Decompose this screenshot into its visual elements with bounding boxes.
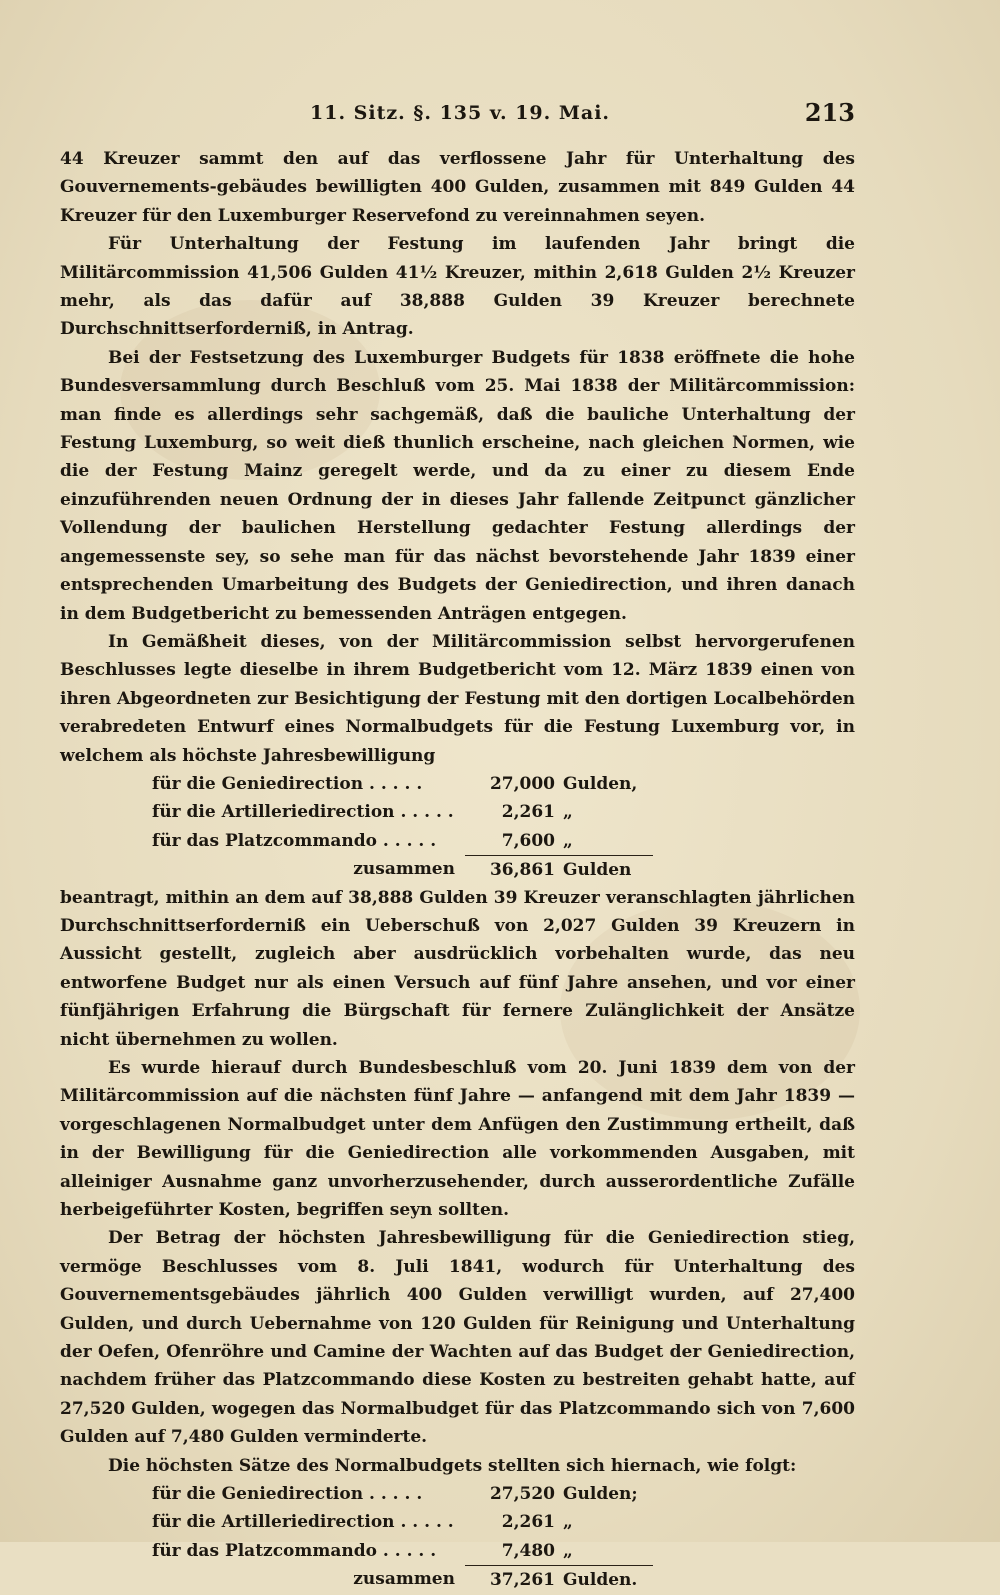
total-label: zusammen: [353, 859, 455, 880]
row-unit: „: [563, 830, 573, 851]
row-label: für die Geniedirection . . . . .: [152, 1484, 423, 1505]
row-amount: 2,261: [501, 802, 555, 823]
paragraph: Für Unterhaltung der Festung im laufenden Jahr bringt die Militärcommission 41,506 Gulden 41½ Kreuzer, mithin 2,618 Gulden 2½ Kreuzer mehr, als das dafür auf 38,888 Gulden 39 Kreuzer berechnete Durchschnittserforderniß, in Antrag.: [60, 234, 855, 340]
table-row: [60, 770, 855, 798]
page-body: [60, 145, 855, 1594]
row-unit: Gulden;: [563, 1484, 638, 1505]
table-row: [60, 1537, 855, 1565]
page-number: 213: [804, 98, 855, 127]
total-label: zusammen: [353, 1569, 455, 1590]
total-unit: Gulden: [555, 855, 653, 883]
table-row: [60, 827, 855, 855]
row-unit: Gulden,: [563, 773, 638, 794]
paragraph: 44 Kreuzer sammt den auf das verflossene Jahr für Unterhaltung des Gouvernements-gebäudes bewilligten 400 Gulden, zusammen mit 849 Gulden 44 Kreuzer für den Luxemburger Reservefond zu vereinnahmen seyen.: [60, 149, 855, 226]
paragraph: Es wurde hierauf durch Bundesbeschluß vom 20. Juni 1839 dem von der Militärcommission auf die nächsten fünf Jahre — anfangend mit dem Jahr 1839 — vorgeschlagenen Normalbudget unter dem Anfügen den Zustimmung ertheilt, daß in der Bewilligung für die Geniedirection alle vorkommenden Ausgaben, mit alleiniger Ausnahme ganz unvorherzusehender, durch ausserordentliche Zufälle herbeigeführter Kosten, begriffen seyn sollten.: [60, 1057, 855, 1220]
row-amount: 7,600: [501, 830, 555, 851]
paragraph: In Gemäßheit dieses, von der Militärcommission selbst hervorgerufenen Beschlusses legte dieselbe in ihrem Budgetbericht vom 12. März 1839 einen von ihren Abgeordneten zur Besichtigung der Festung mit den dortigen Localbehörden verabredeten Entwurf eines Normalbudgets für die Festung Luxemburg vor, in welchem als höchste Jahresbewilligung: [60, 631, 855, 766]
table-total-row: [60, 1565, 855, 1593]
table-row: [60, 798, 855, 826]
budget-table-proposed: [60, 770, 855, 884]
row-unit: „: [563, 1540, 573, 1561]
paragraph: Bei der Festsetzung des Luxemburger Budgets für 1838 eröffnete die hohe Bundesversammlung durch Beschluß vom 25. Mai 1838 der Militärcommission: man finde es allerdings sehr sachgemäß, daß die bauliche Unterhaltung der Festung Luxemburg, so weit dieß thunlich erscheine, nach gleichen Normen, wie die der Festung Mainz geregelt werde, und da zu einer zu diesem Ende einzuführenden neuen Ordnung der in dieses Jahr fallende Zeitpunct gänzlicher Vollendung der baulichen Herstellung gedachter Festung allerdings der angemessenste sey, so sehe man für das nächst bevorstehende Jahr 1839 einer entsprechenden Umarbeitung des Budgets der Geniedirection, und ihren danach in dem Budgetbericht zu bemessenden Anträgen entgegen.: [60, 347, 855, 624]
table-row: [60, 1480, 855, 1508]
table-row: [60, 1508, 855, 1536]
row-label: für das Platzcommando . . . . .: [152, 1540, 437, 1561]
row-label: für die Geniedirection . . . . .: [152, 773, 423, 794]
paragraph: Der Betrag der höchsten Jahresbewilligung für die Geniedirection stieg, vermöge Beschlusses vom 8. Juli 1841, wodurch für Unterhaltung des Gouvernementsgebäudes jährlich 400 Gulden verwilligt wurden, auf 27,400 Gulden, und durch Uebernahme von 120 Gulden für Reinigung und Unterhaltung der Oefen, Ofenröhre und Camine der Wachten auf das Budget der Geniedirection, nachdem früher das Platzcommando diese Kosten zu bestreiten gehabt hatte, auf 27,520 Gulden, wogegen das Normalbudget für das Platzcommando sich von 7,600 Gulden auf 7,480 Gulden verminderte.: [60, 1228, 855, 1448]
row-amount: 2,261: [501, 1512, 555, 1533]
total-unit: Gulden.: [555, 1565, 653, 1593]
total-amount: 37,261: [465, 1565, 555, 1593]
running-head: 11. Sitz. §. 135 v. 19. Mai.: [310, 102, 611, 124]
paragraph: beantragt, mithin an dem auf 38,888 Gulden 39 Kreuzer veranschlagten jährlichen Durchschnittserforderniß ein Ueberschuß von 2,027 Gulden 39 Kreuzern in Aussicht gestellt, zugleich aber ausdrücklich vorbehalten wurde, das neu entworfene Budget nur als einen Versuch auf fünf Jahre ansehen, und vor einer fünfjährigen Erfahrung die Bürgschaft für fernere Zulänglichkeit der Ansätze nicht übernehmen zu wollen.: [60, 887, 855, 1050]
table-total-row: [60, 855, 855, 883]
row-amount: 27,000: [489, 773, 555, 794]
row-unit: „: [563, 1512, 573, 1533]
row-label: für die Artilleriedirection . . . . .: [152, 802, 454, 823]
budget-table-final: [60, 1480, 855, 1594]
row-label: für die Artilleriedirection . . . . .: [152, 1512, 454, 1533]
page-header: [60, 98, 855, 132]
row-unit: „: [563, 802, 573, 823]
row-label: für das Platzcommando . . . . .: [152, 830, 437, 851]
paragraph: Die höchsten Sätze des Normalbudgets stellten sich hiernach, wie folgt:: [108, 1455, 797, 1476]
row-amount: 27,520: [489, 1484, 555, 1505]
total-amount: 36,861: [465, 855, 555, 883]
row-amount: 7,480: [501, 1540, 555, 1561]
